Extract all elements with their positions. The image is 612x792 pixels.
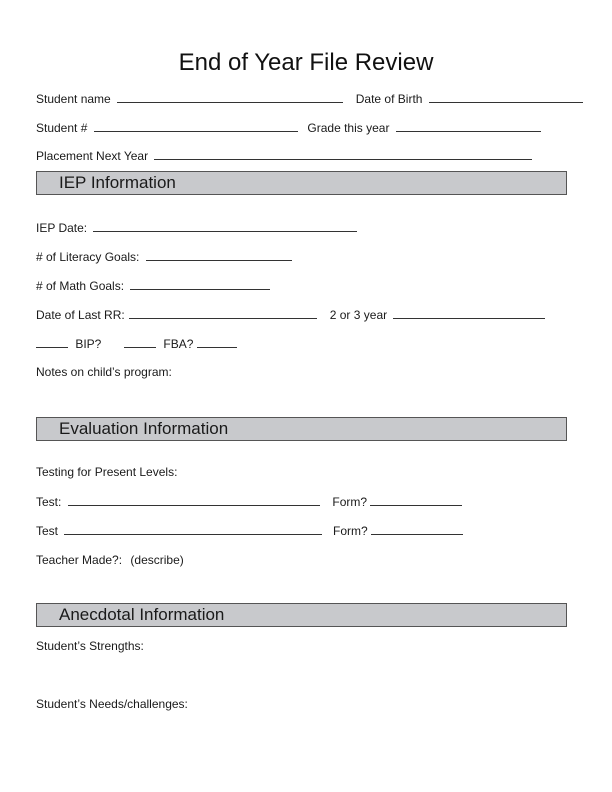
evaluation-section-header xyxy=(36,417,567,441)
iep-date-row xyxy=(36,220,357,236)
rr-year-field[interactable] xyxy=(393,307,545,319)
last-rr-label: Date of Last RR: xyxy=(36,308,125,322)
evaluation-heading: Evaluation Information xyxy=(59,419,229,438)
testing-row xyxy=(36,464,177,480)
bip-fba-row xyxy=(36,336,237,352)
student-name-field[interactable] xyxy=(117,91,343,103)
test2-field[interactable] xyxy=(64,523,322,535)
testing-label: Testing for Present Levels: xyxy=(36,465,178,479)
student-number-field[interactable] xyxy=(94,120,298,132)
notes-label: Notes on child’s program: xyxy=(36,365,172,379)
rr-year-label: 2 or 3 year xyxy=(329,308,388,322)
notes-row xyxy=(36,364,172,380)
placement-field[interactable] xyxy=(154,148,532,160)
anecdotal-section-header xyxy=(36,603,567,627)
math-goals-label: # of Math Goals: xyxy=(36,279,125,293)
teacher-made-label: Teacher Made?: xyxy=(36,553,123,567)
test1-row xyxy=(36,494,462,510)
bip-label: BIP? xyxy=(75,337,102,351)
placement-label: Placement Next Year xyxy=(36,149,149,163)
literacy-goals-field[interactable] xyxy=(146,249,292,261)
test2-row xyxy=(36,523,463,539)
teacher-made-row xyxy=(36,552,184,568)
literacy-goals-row xyxy=(36,249,292,265)
dob-field[interactable] xyxy=(429,91,583,103)
test2-label: Test xyxy=(36,524,59,538)
last-rr-row xyxy=(36,307,545,323)
grade-field[interactable] xyxy=(396,120,541,132)
page-title: End of Year File Review xyxy=(178,49,434,76)
placement-row xyxy=(36,148,532,164)
fba-extra-field[interactable] xyxy=(197,336,237,348)
needs-label: Student’s Needs/challenges: xyxy=(36,697,188,711)
test1-field[interactable] xyxy=(68,494,320,506)
iep-section-header xyxy=(36,171,567,195)
form2-field[interactable] xyxy=(371,523,463,535)
describe-label: (describe) xyxy=(130,553,184,567)
student-name-row xyxy=(36,91,583,107)
form2-label: Form? xyxy=(333,524,368,538)
student-number-row xyxy=(36,120,541,136)
fba-label: FBA? xyxy=(163,337,194,351)
strengths-label: Student’s Strengths: xyxy=(36,639,144,653)
form1-label: Form? xyxy=(332,495,368,509)
dob-label: Date of Birth xyxy=(355,92,423,106)
iep-date-label: IEP Date: xyxy=(36,221,88,235)
last-rr-field[interactable] xyxy=(129,307,317,319)
student-number-label: Student # xyxy=(36,121,88,135)
literacy-goals-label: # of Literacy Goals: xyxy=(36,250,140,264)
iep-date-field[interactable] xyxy=(93,220,357,232)
math-goals-field[interactable] xyxy=(130,278,270,290)
iep-heading: IEP Information xyxy=(59,173,176,192)
math-goals-row xyxy=(36,278,270,294)
needs-row xyxy=(36,696,188,712)
form1-field[interactable] xyxy=(370,494,462,506)
bip-field[interactable] xyxy=(36,336,68,348)
strengths-row xyxy=(36,638,144,654)
student-name-label: Student name xyxy=(36,92,111,106)
grade-label: Grade this year xyxy=(307,121,390,135)
fba-field[interactable] xyxy=(124,336,156,348)
test1-label: Test: xyxy=(36,495,62,509)
anecdotal-heading: Anecdotal Information xyxy=(59,605,225,624)
